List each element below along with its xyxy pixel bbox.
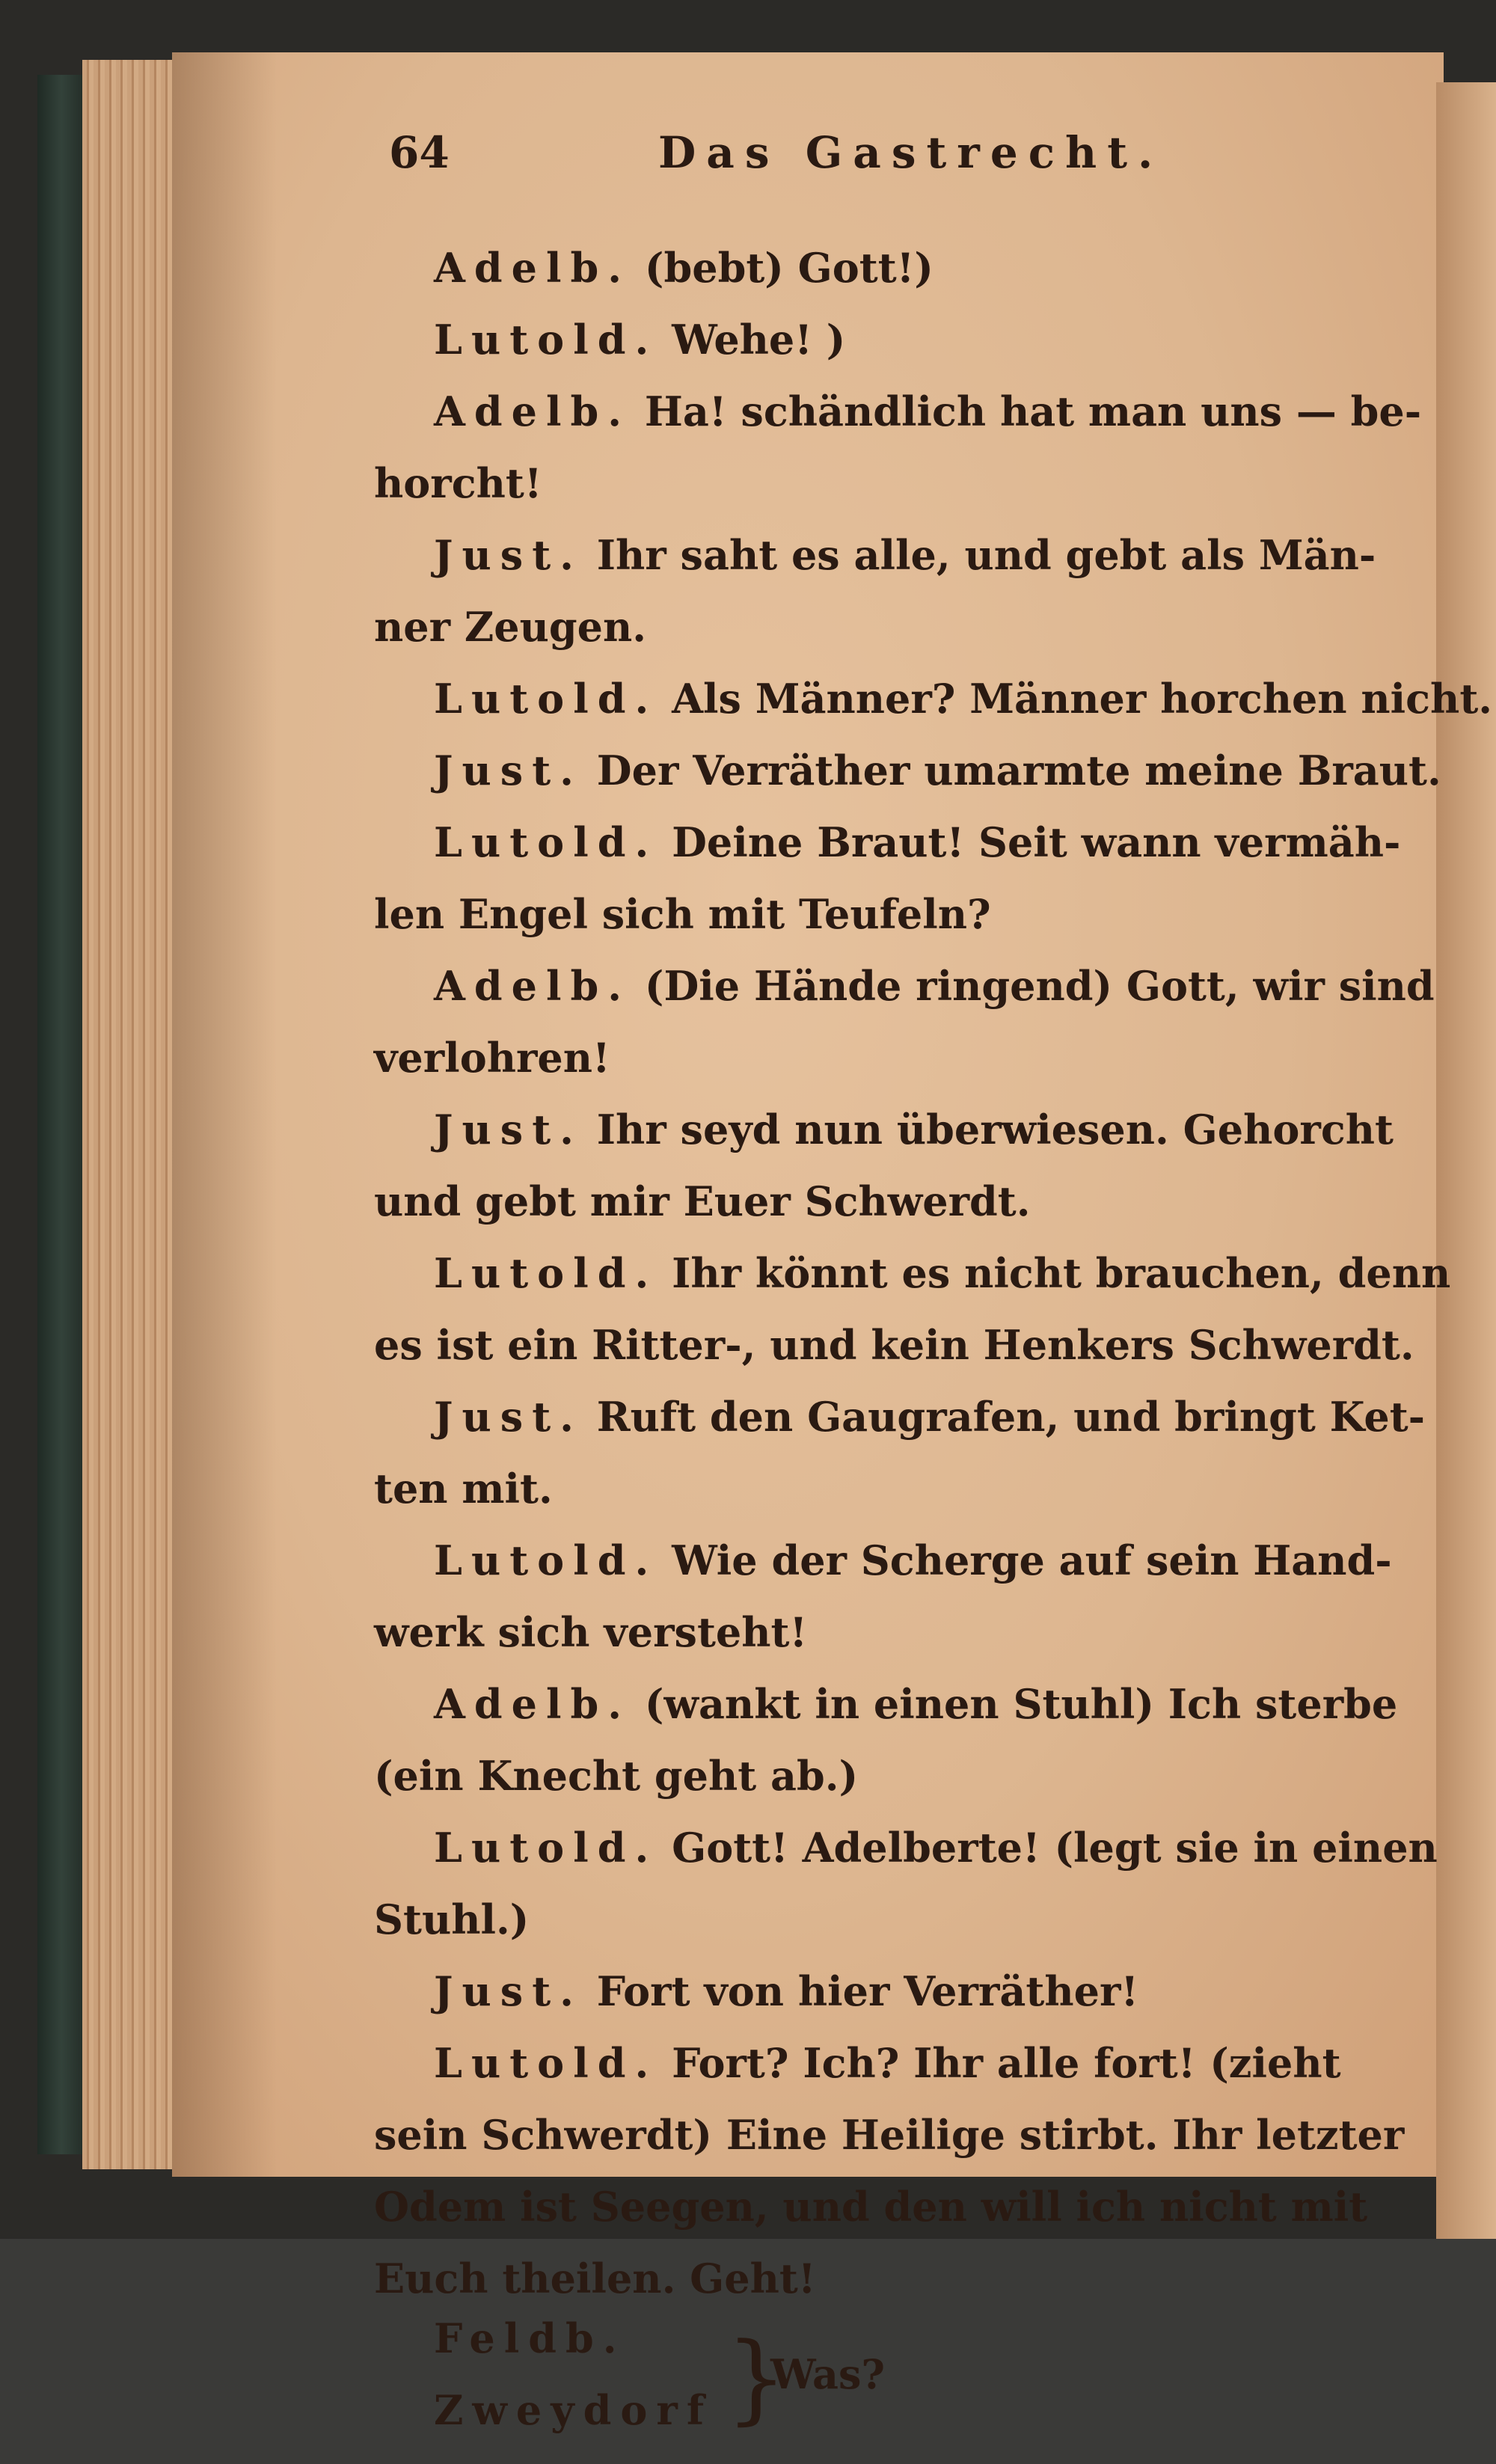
text-line: [374, 376, 1422, 447]
cast-block: [374, 2314, 1346, 2464]
line-text: (wankt in einen Stuhl) Ich sterbe: [644, 1680, 1398, 1728]
text-line: [374, 1453, 1346, 1524]
text-line: [374, 232, 1346, 304]
speaker-name: Just.: [434, 747, 583, 794]
facing-page-edge: [1436, 82, 1496, 2239]
text-line: [374, 1165, 1346, 1237]
text-line: [374, 1668, 1398, 1740]
speaker-name: Just.: [434, 1393, 583, 1441]
text-line: [374, 1955, 1346, 2027]
line-text: werk sich versteht!: [374, 1608, 808, 1656]
page-header: [374, 127, 1346, 232]
text-line: [374, 735, 1441, 806]
speaker-name: Adelb.: [434, 962, 631, 1010]
text-line: [374, 2171, 1368, 2243]
speaker-name: Adelb.: [434, 387, 631, 435]
speaker-name: Lutold.: [434, 2039, 658, 2087]
text-line: [374, 2243, 1346, 2314]
line-text: Euch theilen. Geht!: [374, 2255, 816, 2302]
text-line: [374, 1524, 1392, 1596]
text-line: [374, 950, 1435, 1022]
brace-glyph: }: [726, 2321, 788, 2435]
speaker-name: Lutold.: [434, 1249, 658, 1297]
text-line: [374, 1884, 1346, 1955]
line-text: (ein Knecht geht ab.): [374, 1752, 859, 1800]
text-line: [374, 1237, 1451, 1309]
speaker-name: Lutold.: [434, 675, 658, 723]
line-text: Ihr seyd nun überwiesen. Gehorcht: [596, 1106, 1394, 1153]
text-line: [374, 304, 1346, 376]
speaker-name: Just.: [434, 1967, 583, 2015]
text-line: [374, 1022, 1346, 1094]
speaker-name: Zweydorf: [434, 2386, 714, 2434]
line-text: ner Zeugen.: [374, 603, 647, 651]
line-text: Fort? Ich? Ihr alle fort! (zieht: [672, 2039, 1341, 2087]
joint-reply: Was?: [770, 2350, 885, 2398]
line-text: Ruft den Gaugrafen, und bringt Ket-: [596, 1393, 1426, 1441]
line-text: Odem ist Seegen, und den will ich nicht mit: [374, 2183, 1368, 2231]
line-text: Gott! Adelberte! (legt sie in einen: [672, 1824, 1438, 1872]
gutter-shadow: [172, 52, 277, 2177]
speaker-name: Just.: [434, 1106, 583, 1153]
page-number: 64: [389, 127, 450, 178]
line-text: sein Schwerdt) Eine Heilige stirbt. Ihr letzter: [374, 2111, 1405, 2159]
line-text: horcht!: [374, 459, 542, 507]
page-text: [374, 127, 1493, 2464]
text-line: [374, 878, 1346, 950]
line-text: ten mit.: [374, 1465, 553, 1513]
running-title: Das Gastrecht.: [658, 127, 1164, 178]
dialogue-lines: [374, 232, 1493, 2314]
speaker-name: Just.: [434, 531, 583, 579]
speaker-name: Adelb.: [434, 1680, 631, 1728]
speaker-name: Feldb.: [434, 2314, 626, 2362]
line-text: (bebt) Gott!): [644, 244, 934, 292]
text-line: [374, 591, 1346, 663]
speaker-name: Lutold.: [434, 316, 658, 364]
line-text: (Die Hände ringend) Gott, wir sind: [644, 962, 1435, 1010]
text-line: [374, 1596, 1346, 1668]
line-text: len Engel sich mit Teufeln?: [374, 890, 991, 938]
line-text: Stuhl.): [374, 1895, 530, 1943]
text-line: [374, 1309, 1414, 1381]
text-line: [374, 447, 1346, 519]
line-text: Der Verräther umarmte meine Braut.: [596, 747, 1441, 794]
text-line: [374, 1740, 1346, 1812]
text-line: [374, 663, 1493, 735]
page-edges: [82, 60, 180, 2169]
line-text: Ihr saht es alle, und gebt als Män-: [596, 531, 1376, 579]
line-text: Ha! schändlich hat man uns — be-: [644, 387, 1422, 435]
line-text: verlohren!: [374, 1034, 610, 1082]
speaker-name: Lutold.: [434, 818, 658, 866]
line-text: es ist ein Ritter-, und kein Henkers Schwerdt.: [374, 1321, 1414, 1369]
text-line: [374, 2099, 1405, 2171]
line-text: Fort von hier Verräther!: [596, 1967, 1139, 2015]
speaker-name: Lutold.: [434, 1536, 658, 1584]
line-text: Als Männer? Männer horchen nicht.: [672, 675, 1493, 723]
text-line: [374, 2027, 1346, 2099]
text-line: [374, 519, 1376, 591]
line-text: Wehe! ): [672, 316, 846, 364]
line-text: Deine Braut! Seit wann vermäh-: [672, 818, 1401, 866]
speaker-name: Adelb.: [434, 244, 631, 292]
speaker-name: Lutold.: [434, 1824, 658, 1872]
line-text: und gebt mir Euer Schwerdt.: [374, 1177, 1031, 1225]
text-line: [374, 806, 1401, 878]
line-text: Wie der Scherge auf sein Hand-: [672, 1536, 1392, 1584]
text-line: [374, 1094, 1394, 1165]
text-line: [374, 1812, 1438, 1884]
text-line: [374, 1381, 1426, 1453]
line-text: Ihr könnt es nicht brauchen, denn: [672, 1249, 1451, 1297]
